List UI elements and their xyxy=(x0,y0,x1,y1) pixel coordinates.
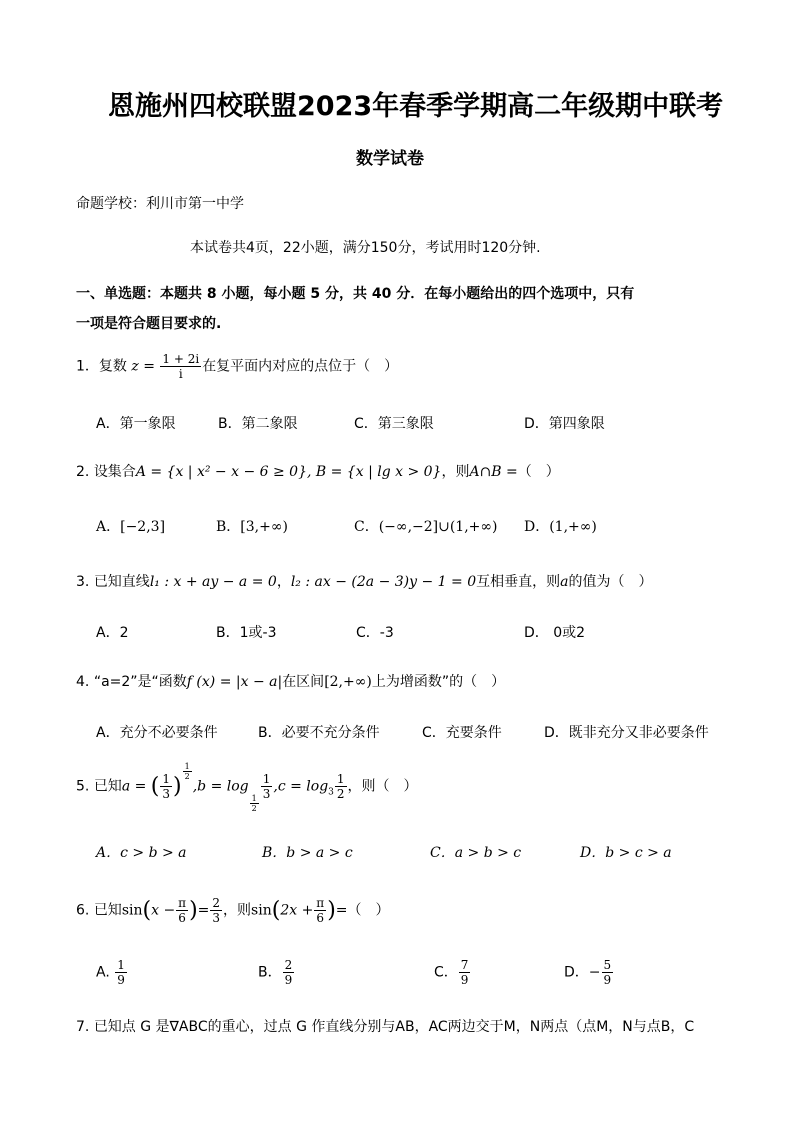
fraction xyxy=(459,958,471,987)
question-number: 5. xyxy=(76,778,90,795)
fraction xyxy=(176,896,188,925)
fraction-numerator: π xyxy=(178,896,187,910)
fraction-numerator: π xyxy=(316,896,325,910)
fraction-denominator: 6 xyxy=(178,911,186,925)
fraction-numerator: 2 xyxy=(284,958,293,972)
question-text: ， xyxy=(276,574,291,590)
math-expression: 2x + xyxy=(280,902,314,919)
fraction-numerator: 7 xyxy=(460,958,469,972)
q2-option-a: A．[−2,3] xyxy=(96,519,166,535)
question-3 xyxy=(76,571,652,591)
q3-option-b: B．1或-3 xyxy=(216,625,277,641)
question-text: ，则（ ） xyxy=(347,778,418,795)
q1-option-c: C．第三象限 xyxy=(354,416,434,432)
fraction-numerator: 1 + 2i xyxy=(162,352,200,366)
question-text: 上为增函数”的（ ） xyxy=(371,674,506,690)
section-heading-line1: 一、单选题：本题共 8 小题，每小题 5 分，共 40 分．在每小题给出的四个选项中，只有 xyxy=(76,286,635,302)
fraction xyxy=(314,896,326,925)
question-text: ，则 xyxy=(441,464,470,480)
q1-option-a: A．第一象限 xyxy=(96,416,176,432)
left-paren: ( xyxy=(271,898,281,923)
fraction-denominator: i xyxy=(178,367,183,381)
q3-option-c: C．-3 xyxy=(356,625,394,641)
question-text: 复数 xyxy=(98,358,127,375)
minus-sign: − xyxy=(588,964,601,981)
question-text: “a=2”是“函数 xyxy=(93,674,187,690)
math-variable: z = xyxy=(131,358,155,375)
math-expression: f (x) = |x − a| xyxy=(186,674,283,690)
right-paren: ) xyxy=(189,898,198,923)
fraction-denominator: 9 xyxy=(603,973,612,987)
left-paren: ( xyxy=(142,898,152,923)
school-label: 命题学校：利川市第一中学 xyxy=(76,196,244,212)
q2-option-d: D．(1,+∞) xyxy=(524,519,597,535)
question-text: 设集合 xyxy=(93,464,136,480)
fraction-numerator: 2 xyxy=(212,896,221,910)
math-expression: l₂ : ax − (2a − 3)y − 1 = 0 xyxy=(290,574,477,590)
fraction xyxy=(261,772,273,801)
question-text: 已知 xyxy=(93,902,122,919)
question-5 xyxy=(76,762,418,813)
q5-option-c: C．a > b > c xyxy=(430,845,522,861)
fraction-numerator: 1 xyxy=(262,772,271,786)
fraction xyxy=(335,772,347,801)
fraction-denominator: 6 xyxy=(316,911,325,925)
fraction-denominator: 3 xyxy=(212,911,221,925)
option-label: B． xyxy=(258,964,282,981)
equals-sign: = xyxy=(197,902,210,919)
question-number: 7. xyxy=(76,1019,90,1035)
option-label: C． xyxy=(434,964,458,981)
fraction-denominator: 2 xyxy=(336,787,345,801)
exam-info: 本试卷共4页，22小题，满分150分，考试用时120分钟. xyxy=(190,240,541,256)
section-heading-line2: 一项是符合题目要求的. xyxy=(76,316,222,332)
math-expression: l₁ : x + ay − a = 0 xyxy=(149,574,277,590)
question-number: 3. xyxy=(76,574,90,590)
fraction-denominator: 9 xyxy=(117,973,125,987)
q6-option-a xyxy=(96,958,128,987)
log-base-fraction xyxy=(250,794,259,813)
option-label: A. xyxy=(96,964,110,981)
q1-option-d: D．第四象限 xyxy=(524,416,605,432)
fraction-denominator: 2 xyxy=(184,772,190,781)
q3-option-a: A．2 xyxy=(96,625,129,641)
q2-option-b: B．[3,+∞) xyxy=(216,519,288,535)
fraction-denominator: 9 xyxy=(284,973,293,987)
left-paren: ( xyxy=(150,774,160,799)
exam-subtitle: 数学试卷 xyxy=(356,149,424,169)
option-label: D． xyxy=(564,964,589,981)
math-expression: [2,+∞) xyxy=(324,674,372,690)
math-expression: x − xyxy=(151,902,176,919)
question-text: =（ ） xyxy=(335,902,390,919)
question-number: 1． xyxy=(76,358,99,375)
question-text: 已知直线 xyxy=(93,574,150,590)
question-1 xyxy=(76,352,398,381)
question-6 xyxy=(76,896,390,925)
log-base: 3 xyxy=(328,787,334,798)
fraction-denominator: 3 xyxy=(262,787,271,801)
q6-option-b xyxy=(258,958,295,987)
q4-option-a: A．充分不必要条件 xyxy=(96,725,218,741)
q3-option-d: D． 0或2 xyxy=(524,625,586,641)
fraction-numerator: 1 xyxy=(184,762,190,771)
fraction xyxy=(283,958,295,987)
fraction xyxy=(210,896,222,925)
math-expression: ,b = log xyxy=(192,778,249,795)
right-paren: ) xyxy=(327,898,336,923)
q2-option-c: C．(−∞,−2]∪(1,+∞) xyxy=(354,519,498,535)
q4-option-d: D．既非充分又非必要条件 xyxy=(544,725,709,741)
question-text: （ ） xyxy=(517,464,560,480)
question-text: ，则 xyxy=(223,902,252,919)
fraction-numerator: 1 xyxy=(117,958,125,972)
exam-title: 恩施州四校联盟2023年春季学期高二年级期中联考 xyxy=(108,91,724,122)
math-function: sin xyxy=(251,902,272,919)
q5-option-a: A．c > b > a xyxy=(96,845,187,861)
q1-option-b: B．第二象限 xyxy=(218,416,298,432)
fraction xyxy=(160,352,201,381)
question-number: 2. xyxy=(76,464,90,480)
fraction-denominator: 9 xyxy=(460,973,469,987)
right-paren: ) xyxy=(173,774,182,799)
fraction xyxy=(115,958,127,987)
q5-option-d: D．b > c > a xyxy=(580,845,672,861)
fraction-numerator: 1 xyxy=(162,772,171,786)
question-7 xyxy=(76,1016,694,1036)
q6-option-d xyxy=(564,958,614,987)
fraction-numerator: 5 xyxy=(603,958,612,972)
question-2 xyxy=(76,461,560,481)
question-number: 4. xyxy=(76,674,90,690)
fraction-denominator: 3 xyxy=(162,787,171,801)
fraction xyxy=(160,772,172,801)
fraction-numerator: 1 xyxy=(251,794,257,803)
question-text: 互相垂直，则 xyxy=(476,574,561,590)
q5-option-b: B．b > a > c xyxy=(262,845,353,861)
question-4 xyxy=(76,671,505,691)
math-variable: a xyxy=(560,574,569,590)
exponent-fraction xyxy=(183,762,192,781)
math-function: sin xyxy=(121,902,143,919)
q6-option-c xyxy=(434,958,471,987)
math-expression: A = {x | x² − x − 6 ≥ 0}, B = {x | lg x > 0} xyxy=(135,464,442,480)
question-text: 在复平面内对应的点位于（ ） xyxy=(202,358,399,375)
question-text: 已知 xyxy=(93,778,122,795)
question-text: 在区间 xyxy=(282,674,325,690)
question-text: 的值为（ ） xyxy=(568,574,653,590)
math-expression: ,c = log xyxy=(273,778,329,795)
q4-option-c: C．充要条件 xyxy=(422,725,502,741)
math-variable: a = xyxy=(121,778,147,795)
q4-option-b: B．必要不充分条件 xyxy=(258,725,380,741)
question-number: 6. xyxy=(76,902,90,919)
fraction-denominator: 2 xyxy=(251,804,257,813)
question-text: 已知点 G 是∇ABC的重心，过点 G 作直线分别与AB，AC两边交于M，N两点（点M，N与点B，C xyxy=(93,1019,695,1035)
math-expression: A∩B = xyxy=(469,464,518,480)
fraction xyxy=(602,958,614,987)
fraction-numerator: 1 xyxy=(336,772,345,786)
